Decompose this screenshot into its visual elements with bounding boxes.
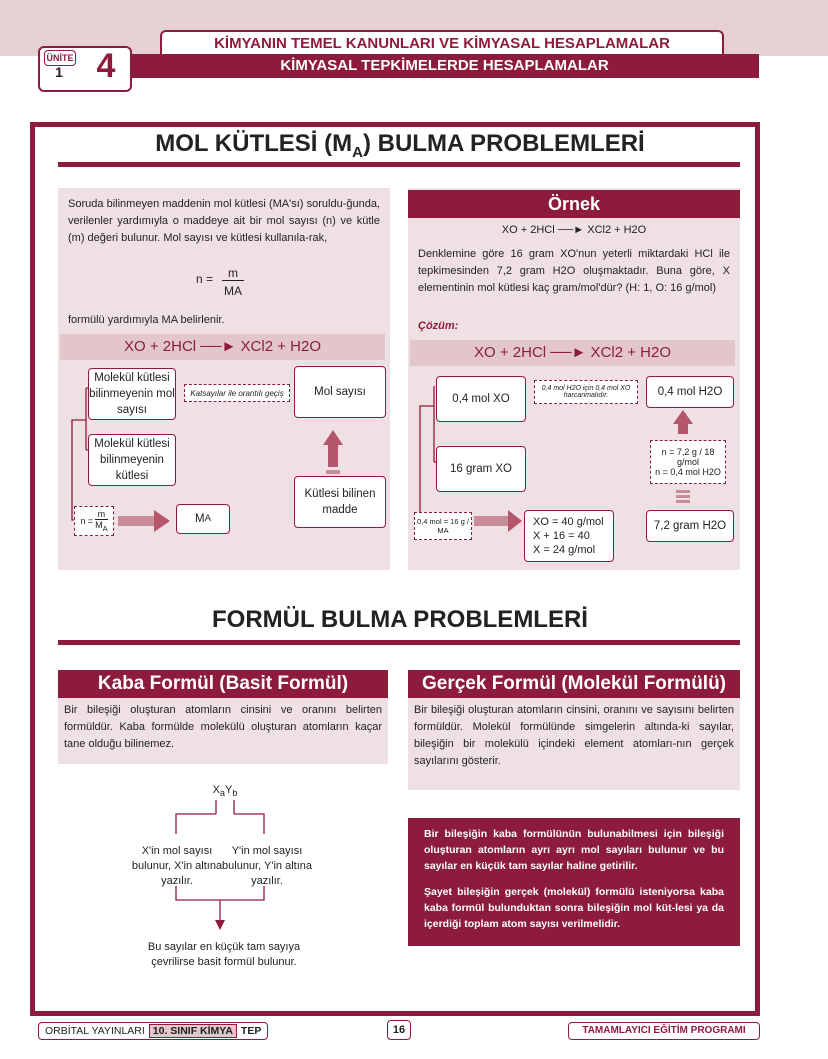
formula-num: m (222, 266, 244, 281)
sol-result-box (524, 510, 614, 562)
example-text: Denklemine göre 16 gram XO'nun yeterli miktardaki HCl ile tepkimesinden 7,2 gram H2O oluşmaktadır. Buna göre, X elementinin mol kütlesi kaç gram/mol'dür? (H: 1, O: 16 g/mol) (418, 248, 730, 294)
chapter-number: 4 (96, 47, 116, 85)
diagram-right: Y'in mol sayısı bulunur, Y'in altına yazılır. (222, 845, 312, 887)
sol-dash-note: 0,4 mol H2O için 0,4 mol XO harcanmalıdır. (534, 380, 638, 404)
sol-calc-num: 7,2 g (676, 447, 697, 457)
box-ma: M A (176, 504, 230, 534)
small-formula: n = m $M_A$ (74, 506, 114, 536)
gercek-title: Gerçek Formül (Molekül Formülü) (408, 670, 740, 698)
sol-box-16g: 16 gram XO (436, 446, 526, 492)
footer-publisher-box (38, 1022, 268, 1040)
header-title: KİMYANIN TEMEL KANUNLARI VE KİMYASAL HESAPLAMALAR (160, 30, 724, 56)
sol-calc: n = 7,2 g / 18 g/mol n = 0,4 mol H2O (650, 440, 726, 484)
box-mass-unknown: Molekül kütlesi bilinmeyenin kütlesi (88, 434, 176, 486)
reaction-strip: XO + 2HCl ──► XCl2 + H2O (60, 334, 385, 360)
ratio-note: Katsayılar ile orantılı geçiş (184, 384, 290, 402)
formula-n: n = (196, 272, 214, 286)
section1-title: MOL KÜTLESİ $(M_A)$ BULMA PROBLEMLERİ (155, 130, 645, 161)
formula-den: MA (224, 284, 242, 298)
diagram-top: $X_aY_b$ (212, 784, 238, 799)
example-reaction: XO + 2HCl ──► XCl2 + H2O (501, 224, 647, 236)
kaba-text: Bir bileşiği oluşturan atomların cinsini ve oranını belirten formüldür. Kaba formülde molekülü oluşturan atomların kaçar tane olduğu bilinemez. (64, 704, 382, 750)
sol-calc-n: n = (661, 447, 675, 457)
section2-rule (58, 640, 740, 645)
page-number: 16 (387, 1020, 411, 1040)
left-text: Soruda bilinmeyen maddenin mol kütlesi (MA'sı) soruldu-ğunda, verilenler yardımıyla o maddeye ait bir mol sayısı (n) ve kütle (m) değeri bulunur. Mol sayısı ve kütlesi kullanıla-rak, (68, 198, 380, 244)
sol-box-72: 7,2 gram H2O (646, 510, 734, 542)
sol-box-04-h2o: 0,4 mol H2O (646, 376, 734, 408)
solution-reaction-strip: XO + 2HCl ──► XCl2 + H2O (410, 340, 735, 366)
box-known-mass: Kütlesi bilinen madde (294, 476, 386, 528)
unit-label: ÜNİTE (44, 50, 76, 66)
box-mol: Mol sayısı (294, 366, 386, 418)
kaba-title: Kaba Formül (Basit Formül) (58, 670, 388, 698)
box-mol-unknown: Molekül kütlesi bilinmeyenin mol sayısı (88, 368, 176, 420)
sol-result-2: X + 16 = 40 (533, 530, 590, 542)
note-2: Şayet bileşiğin gerçek (molekül) formülü isteniyorsa kaba kaba formül bulunduktan sonra bileşiğin mol küt-lesi ya da içerdiği toplam atom sayısı verilmelidir. (424, 886, 724, 930)
footer-publisher: ORBİTAL YAYINLARI (45, 1025, 145, 1037)
section2-title: FORMÜL BULMA PROBLEMLERİ (212, 606, 588, 633)
left-text-2: formülü yardımıyla MA belirlenir. (68, 314, 225, 326)
header-subtitle: KİMYASAL TEPKİMELERDE HESAPLAMALAR (130, 54, 759, 78)
section1-rule (58, 162, 740, 167)
footer-tep: TEP (240, 1025, 262, 1037)
sol-result-3: X = 24 g/mol (533, 544, 596, 556)
sol-result-1: XO = 40 g/mol (533, 516, 604, 528)
footer-program: TAMAMLAYICI EĞİTİM PROGRAMI (568, 1022, 760, 1040)
unit-number: 1 (55, 64, 63, 80)
diagram-bottom: Bu sayılar en küçük tam sayıya çevrilirse basit formül bulunur. (147, 941, 301, 968)
diagram-left: X'in mol sayısı bulunur, X'in altına yazılır. (131, 845, 223, 887)
sol-calc-den: 18 g/mol (676, 447, 715, 467)
sol-calc-res: n = 0,4 mol H2O (655, 467, 721, 477)
example-title: Örnek (408, 190, 740, 218)
solution-label: Çözüm: (418, 320, 459, 332)
gercek-text: Bir bileşiği oluşturan atomların cinsini, oranını ve sayısını belirten formüldür. Molekül formülünde simgelerin altında-ki sayılar, bileşiğin bir molekülü içindeki element atomları-nın gerçek sayılarını gösterir. (414, 704, 734, 767)
sol-box-04-xo: 0,4 mol XO (436, 376, 526, 422)
footer-class: 10. SINIF KİMYA (149, 1024, 237, 1038)
sol-small-formula: 0,4 mol = 16 g / MA (414, 512, 472, 540)
note-1: Bir bileşiğin kaba formülünün bulunabilmesi için bileşiği oluşturan atomların ayrı ayrı mol sayıları bulunur ve bu sayılar en küçük tam sayılar haline getirilir. (424, 828, 724, 872)
